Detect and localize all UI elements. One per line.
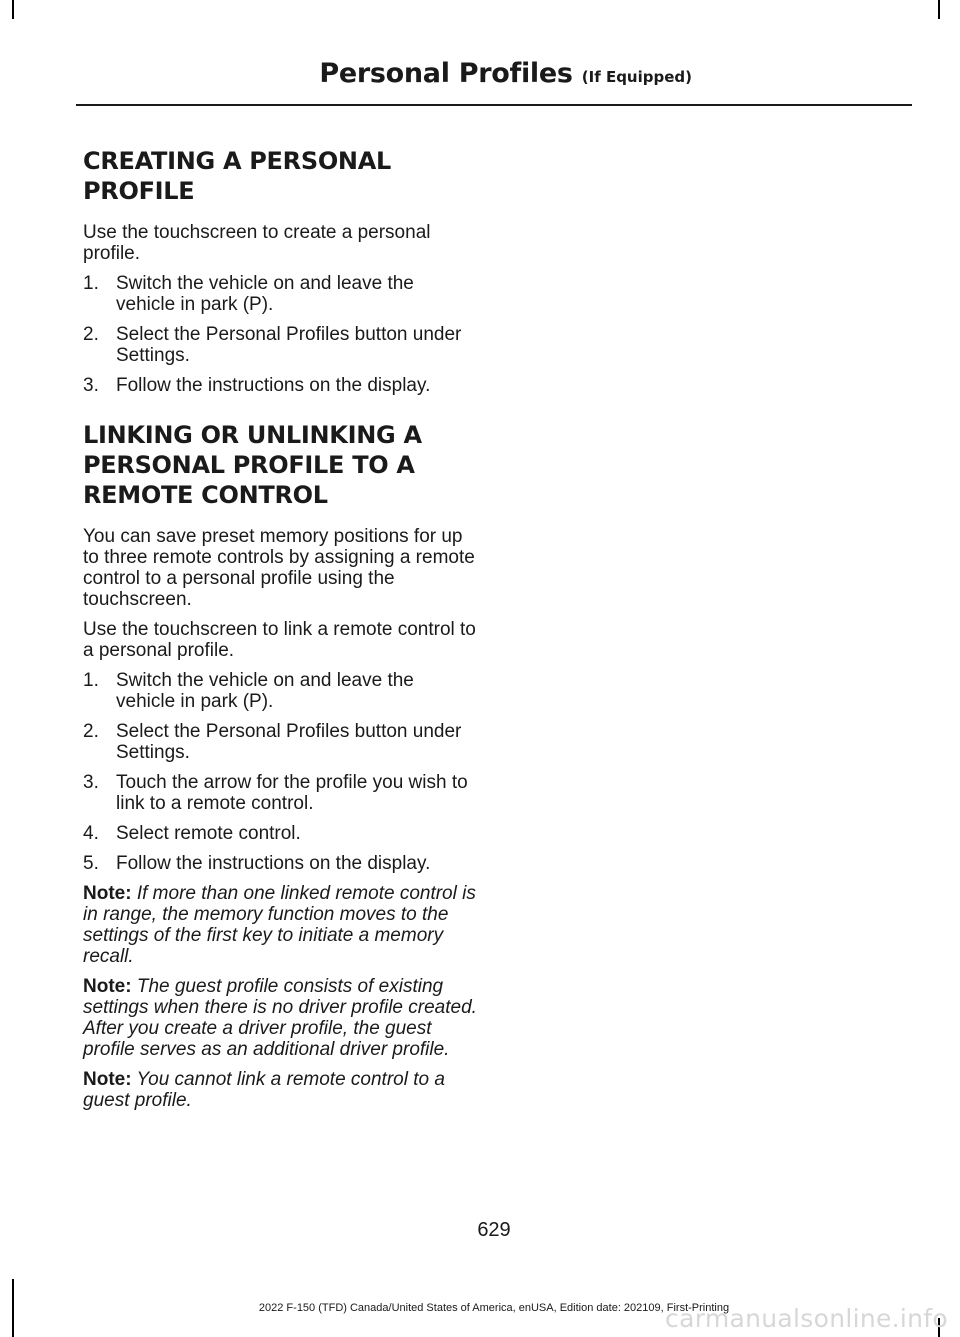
note: Note: If more than one linked remote control is in range, the memory function moves to the settings of the first key to initiate a memory recall. (83, 883, 476, 967)
crop-mark-top-left (12, 0, 14, 19)
edition-footer: 2022 F-150 (TFD) Canada/United States of America, enUSA, Edition date: 202109, First-Printing (258, 1302, 730, 1314)
list-item: 3. Touch the arrow for the profile you wish to link to a remote control. (83, 772, 468, 814)
list-item: 1. Switch the vehicle on and leave the vehicle in park (P). (83, 273, 414, 315)
note: Note: The guest profile consists of existing settings when there is no driver profile created. After you create a driver profile, the guest profile serves as an additional driver profile. (83, 976, 477, 1060)
section2-paragraph: Use the touchscreen to link a remote control to a personal profile. (83, 619, 476, 661)
list-item: 3. Follow the instructions on the display. (83, 375, 431, 396)
section1-steps (83, 273, 478, 396)
section-heading-creating-profile: CREATING A PERSONAL PROFILE (83, 147, 391, 205)
list-item: 2. Select the Personal Profiles button under Settings. (83, 721, 462, 763)
crop-mark-top-right (938, 0, 940, 19)
main-content (83, 146, 478, 1120)
page-number: 629 (477, 1219, 511, 1241)
note: Note: You cannot link a remote control to a guest profile. (83, 1069, 445, 1111)
header-rule (76, 104, 912, 106)
page-header-title (319, 58, 692, 89)
section2-steps (83, 670, 478, 874)
list-item: 4. Select remote control. (83, 823, 301, 844)
header-title-suffix: (If Equipped) (581, 68, 692, 86)
section-heading-linking-remote: LINKING OR UNLINKING A PERSONAL PROFILE TO A REMOTE CONTROL (83, 421, 422, 509)
section2-paragraph: You can save preset memory positions for up to three remote controls by assigning a remote control to a personal profile using the touchscreen. (83, 526, 475, 610)
watermark: carmanualsonline.info (665, 1304, 948, 1333)
list-item: 1. Switch the vehicle on and leave the vehicle in park (P). (83, 670, 414, 712)
list-item: 5. Follow the instructions on the display. (83, 853, 431, 874)
list-item: 2. Select the Personal Profiles button under Settings. (83, 324, 462, 366)
header-title-text: Personal Profiles (319, 58, 573, 89)
section1-intro: Use the touchscreen to create a personal profile. (83, 222, 431, 264)
